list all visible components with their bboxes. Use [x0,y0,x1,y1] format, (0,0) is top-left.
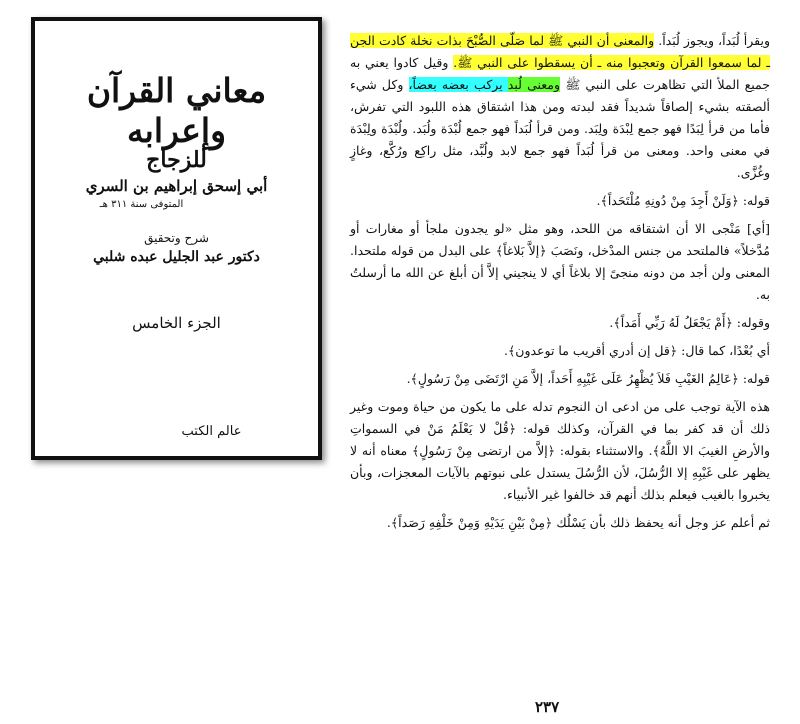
cover-author-prefix: للزجاج [146,147,207,173]
cover-author-death: المتوفى سنة ٣١١ هـ [99,199,184,210]
text-run: وكل شيء ألصقته بشيء إلصاقاً شديداً فقد لبدته ومن هذا اشتقاق هذه اللبود التي تفرش، فأما من قرأ لِبَدًا فهو جمع لِبْدَة ولِبَد. ومن قرأ لُبَداً فهو جمع لُبْدَة ولُبَد. ولُبْدَة ولِبْدَة في معنى واحد. ومعنى من قرأ لُبَداً فهو جمع لابد ولُبَّد، مثل راكِع ورُكَّع، وغازٍ وغُزَّى. [350,77,770,180]
cover-volume: الجزء الخامس [132,314,221,332]
paragraph-7: هذه الآية توجب على من ادعى ان النجوم تدله على ما يكون من حياة وموت وغير ذلك أن قد كفر بما في القرآن، وكذلك قوله: ﴿قُلْ لا يَعْلَمُ مَنْ في السمواتِ والأرضِ الغيبَ الا اللَّهُ﴾. والاستثناء بقوله: ﴿إلاَّ من ارتضى مِنْ رَسُولٍ﴾ معناه أنه لا يظهر على غَيْبِهِ إلا الرُّسُلَ، لأن الرُّسُلَ يستدل على نبوتهم بالآيات المعجزات، وبأن يخبروا بالغيب فيعلم بذلك أنهم قد خالفوا غير الأنبياء. [350,399,770,502]
highlight-cyan: يركب بعضه بعضاً، [408,77,508,92]
highlight-green: ومعنى لُبد [507,77,561,92]
paragraph-4: وقوله: ﴿أَمْ يَجْعَلُ لَهُ رَبِّي أَمَداً﴾. [609,315,770,330]
cover-editor: دكتور عبد الجليل عبده شلبي [93,249,260,265]
highlight-yellow: والمعنى أن النبي ﷺ لما صَلّى الصُّبْحَ بذات نخلة كادت الجن ـ لما سمعوا القرآن وتعجبوا منه ـ أن يسقطوا على النبي ﷺ. [350,33,770,70]
text-run: ويقرأ لُبَداً، ويجوز لُبَداً. [654,33,770,48]
paragraph-8: ثم أعلم عز وجل أنه يحفظ ذلك بأن يَسْلُك ﴿مِنْ بَيْنِ يَدَيْهِ وَمِنْ خَلْفِهِ رَصَداً﴾. [386,515,770,530]
paragraph-2: قوله: ﴿وَلَنْ أَجِدَ مِنْ دُونِهِ مُلْتَحَداً﴾. [596,193,770,208]
book-cover [31,17,322,460]
book-page [350,30,770,534]
cover-publisher: عالم الكتب [181,424,242,439]
text-run: وقيل كادوا يعني به جميع الملأ التي تظاهرت على النبي ﷺ [350,55,771,92]
cover-editing-label: شرح وتحقيق [144,231,209,245]
page-number: ٢٣٧ [535,698,560,716]
cover-author: أبي إسحق إبراهيم بن السري [85,177,268,195]
paragraph-1 [350,30,770,184]
paragraph-3: [أي] مَنْجى الا أن اشتقاقه من اللحد، وهو مثل «لو يجدون ملجأ أو مغارات أو مُدَّخلاً» فالملتحد من جنس المدْخل، ونَصَبَ ﴿إلاَّ بَلاغاً﴾ على البدل من قوله ملتحدا. المعنى ولن أجد من دونه منجىً إلا بلاغاً أي لا ينجيني إلاَّ أن أبلغ عن الله ما أرسلتُ به. [350,221,770,302]
paragraph-5: أي بُعْدًا، كما قال: ﴿قل إن أدري أقريب ما توعدون﴾. [503,343,770,358]
paragraph-6: قوله: ﴿عَالِمُ الغَيْبِ فَلاَ يُظْهِرُ عَلَى غَيْبِهِ أَحَداً، إلاَّ مَنِ ارْتَضَى مِنْ رَسُولٍ﴾. [406,371,770,386]
cover-title: معاني القرآن وإعرابه [86,71,267,150]
